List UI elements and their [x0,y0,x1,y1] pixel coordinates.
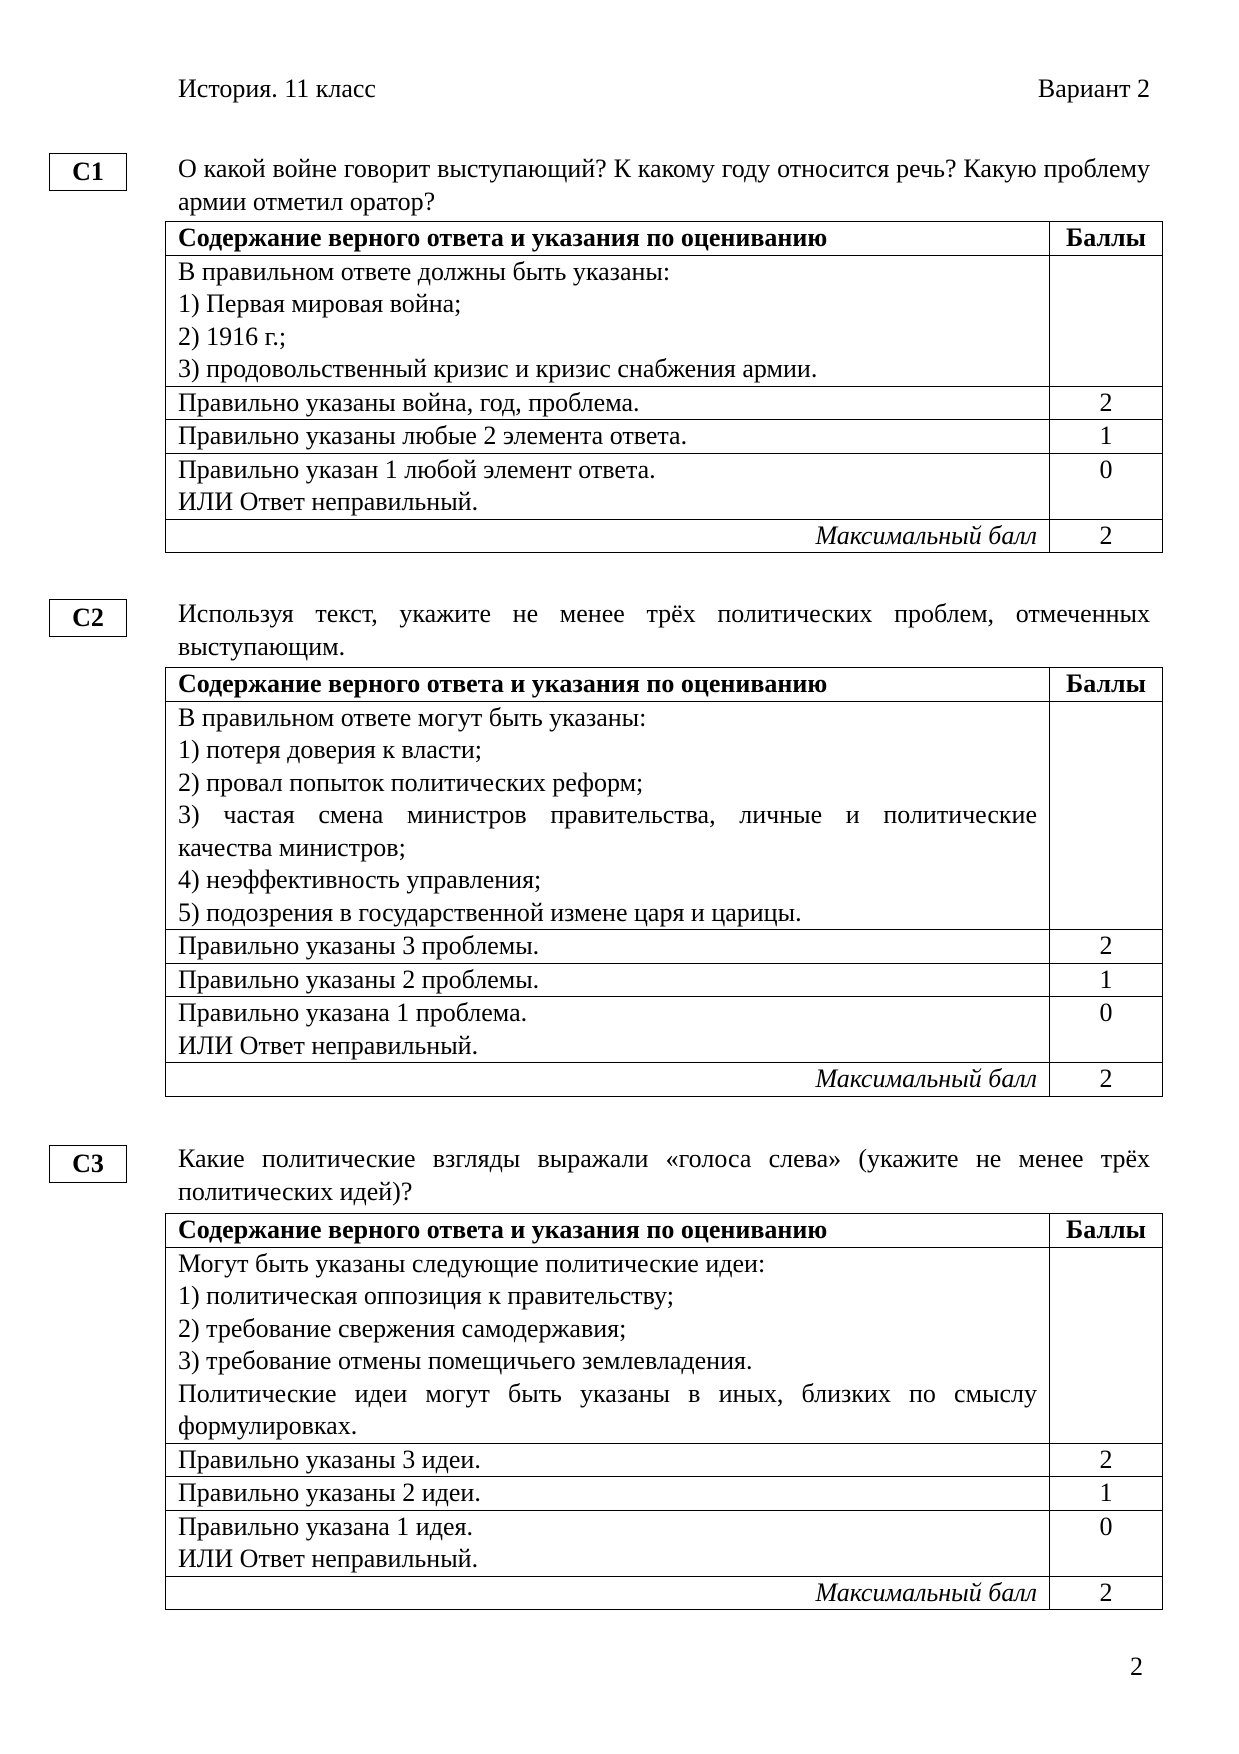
answer-content [166,1247,1050,1443]
content-line: 5) подозрения в государственной измене царя и царицы. [178,897,802,927]
max-score-row [166,519,1163,553]
criteria-score: 2 [1050,386,1163,420]
criteria-text: Правильно указаны война, год, проблема. [166,386,1050,420]
content-line: 3) требование отмены помещичьего землевладения. [178,1346,753,1375]
criteria-row [166,420,1163,454]
table-header-row [166,668,1163,702]
score-header: Баллы [1050,668,1163,702]
criteria-line: ИЛИ Ответ неправильный. [178,1544,479,1573]
task-label: С3 [49,1145,127,1183]
content-line: качества министров; [178,832,406,862]
content-line: Могут быть указаны следующие политические идеи: [178,1248,766,1278]
max-score-value: 2 [1050,1063,1163,1097]
criteria-score: 2 [1050,930,1163,964]
empty-score-cell [1050,1247,1163,1443]
criteria-text [166,1510,1050,1576]
content-line: 2) провал попыток политических реформ; [178,767,644,797]
table-header-row [166,222,1163,256]
answer-content-row [166,255,1163,386]
criteria-score: 1 [1050,420,1163,454]
task-question: Какие политические взгляды выражали «голоса слева» (укажите не менее трёх политических идей)? [178,1144,1150,1206]
task-label: С2 [49,599,127,637]
content-line: 1) Первая мировая война; [178,289,462,318]
criteria-row [166,930,1163,964]
content-header: Содержание верного ответа и указания по оцениванию [166,1214,1050,1248]
criteria-row [166,1477,1163,1511]
empty-score-cell [1050,701,1163,930]
content-line: 3) частая смена министров правительства, личные и политические [178,800,1037,829]
content-header: Содержание верного ответа и указания по оцениванию [166,222,1050,256]
criteria-row [166,963,1163,997]
content-line: В правильном ответе могут быть указаны: [178,702,647,732]
max-score-label: Максимальный балл [166,1063,1050,1097]
criteria-score: 1 [1050,963,1163,997]
criteria-row [166,1443,1163,1477]
criteria-line: ИЛИ Ответ неправильный. [178,487,479,516]
page-number: 2 [1130,1652,1143,1681]
variant-label: Вариант 2 [1037,74,1150,103]
table-header-row [166,1214,1163,1248]
subject-title: История. 11 класс [178,74,376,103]
empty-score-cell [1050,255,1163,386]
max-score-row [166,1063,1163,1097]
content-line: 4) неэффективность управления; [178,865,542,894]
content-line: 2) требование свержения самодержавия; [178,1313,627,1343]
score-header: Баллы [1050,1214,1163,1248]
criteria-score: 1 [1050,1477,1163,1511]
content-line: В правильном ответе должны быть указаны: [178,256,671,286]
criteria-row [166,386,1163,420]
content-line: формулировках. [178,1411,358,1440]
max-score-row [166,1576,1163,1610]
max-score-label: Максимальный балл [166,519,1050,553]
answer-content-row [166,701,1163,930]
grading-table [165,667,1163,1097]
criteria-line: Правильно указана 1 проблема. [178,998,528,1027]
answer-content-row [166,1247,1163,1443]
page-header [178,74,1150,104]
max-score-value: 2 [1050,1576,1163,1610]
task-question: О какой войне говорит выступающий? К какому году относится речь? Какую проблему армии отметил оратор? [178,154,1150,216]
criteria-line: ИЛИ Ответ неправильный. [178,1030,479,1060]
max-score-label: Максимальный балл [166,1576,1050,1610]
content-line: 2) 1916 г.; [178,321,287,351]
max-score-value: 2 [1050,519,1163,553]
task-question: Используя текст, укажите не менее трёх политических проблем, отмеченных выступающим. [178,599,1150,661]
criteria-text: Правильно указаны 2 идеи. [166,1477,1050,1511]
grading-table [165,1213,1163,1610]
criteria-score: 0 [1050,453,1163,519]
criteria-score: 0 [1050,1510,1163,1576]
criteria-row [166,1510,1163,1576]
grading-table [165,221,1163,553]
criteria-row [166,997,1163,1063]
criteria-row [166,453,1163,519]
content-line: Политические идеи могут быть указаны в иных, близких по смыслу [178,1378,1037,1408]
task-label: С1 [49,153,127,191]
criteria-line: Правильно указана 1 идея. [178,1511,473,1541]
criteria-text [166,453,1050,519]
content-line: 3) продовольственный кризис и кризис снабжения армии. [178,354,818,383]
score-header: Баллы [1050,222,1163,256]
criteria-line: Правильно указан 1 любой элемент ответа. [178,454,656,484]
criteria-score: 0 [1050,997,1163,1063]
criteria-text: Правильно указаны 3 проблемы. [166,930,1050,964]
criteria-text: Правильно указаны любые 2 элемента ответа. [166,420,1050,454]
criteria-text: Правильно указаны 3 идеи. [166,1443,1050,1477]
criteria-score: 2 [1050,1443,1163,1477]
content-line: 1) потеря доверия к власти; [178,735,482,764]
answer-content [166,701,1050,930]
content-header: Содержание верного ответа и указания по оцениванию [166,668,1050,702]
answer-content [166,255,1050,386]
criteria-text: Правильно указаны 2 проблемы. [166,963,1050,997]
content-line: 1) политическая оппозиция к правительству; [178,1281,674,1310]
criteria-text [166,997,1050,1063]
